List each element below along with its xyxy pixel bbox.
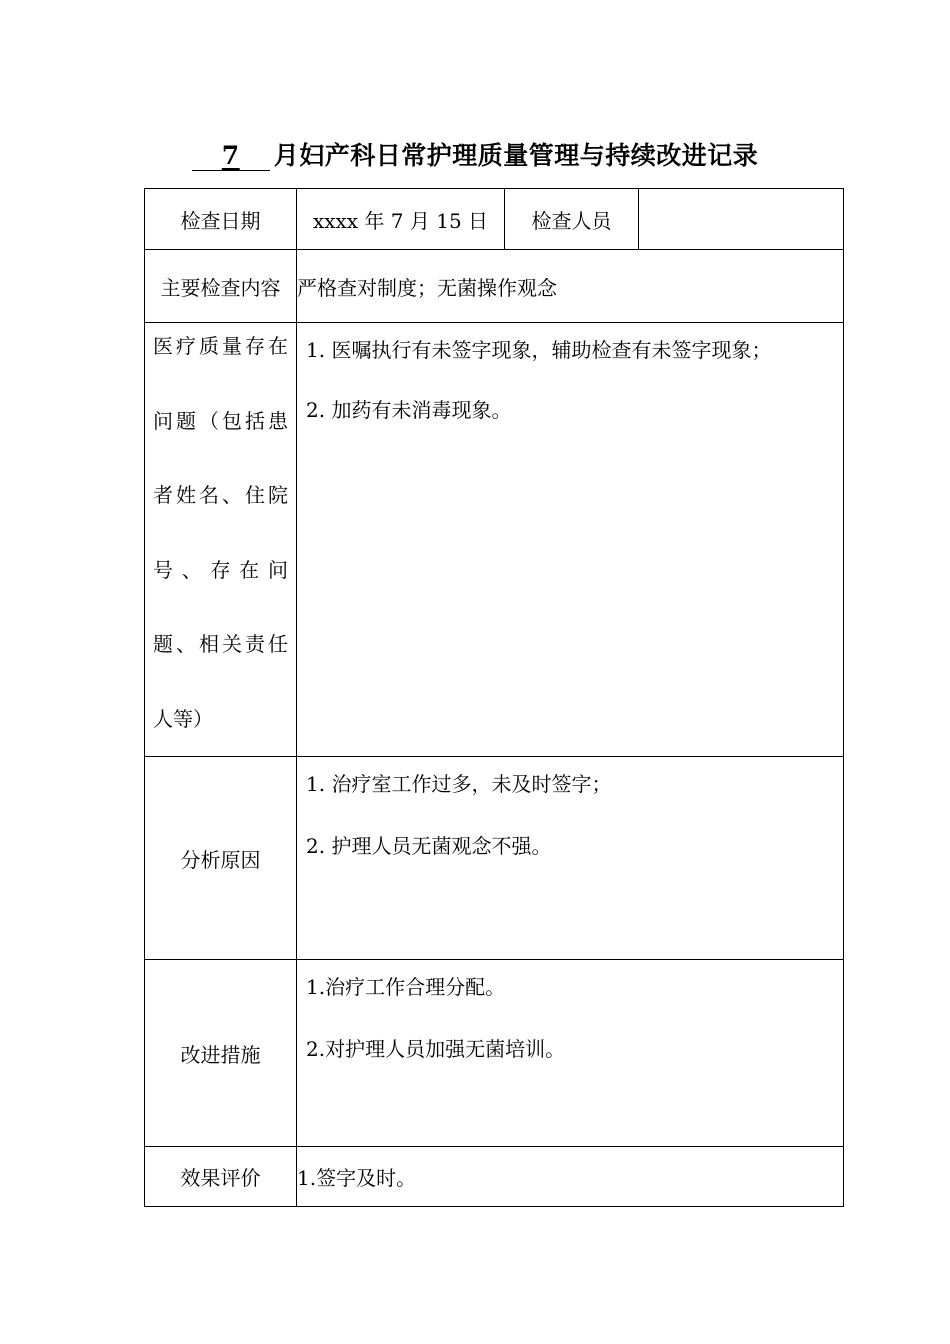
main-content-label: 主要检查内容 [145, 250, 297, 323]
analysis-list [297, 757, 844, 960]
list-item: 2. 护理人员无菌观念不强。 [306, 834, 552, 858]
title-month: 7 [192, 142, 270, 171]
title-text: 月妇产科日常护理质量管理与持续改进记录 [273, 141, 759, 170]
effect-label: 效果评价 [145, 1147, 297, 1207]
problems-list [297, 323, 844, 757]
improvement-label: 改进措施 [145, 960, 297, 1147]
improvement-list [297, 960, 844, 1147]
main-content-value: 严格查对制度；无菌操作观念 [297, 250, 844, 323]
problems-label: 医疗质量存在问题（包括患者姓名、住院号、存在问题、相关责任人等） [145, 323, 297, 757]
table-row [145, 189, 844, 250]
inspector-label: 检查人员 [505, 189, 639, 250]
list-item: 1. 医嘱执行有未签字现象，辅助检查有未签字现象； [306, 338, 772, 362]
table-row [145, 757, 844, 960]
page-title [0, 136, 950, 172]
list-item: 2. 加药有未消毒现象。 [306, 398, 512, 422]
record-table [144, 188, 844, 1207]
analysis-label: 分析原因 [145, 757, 297, 960]
list-item: 1. 治疗室工作过多，未及时签字； [306, 772, 612, 796]
table-row [145, 323, 844, 757]
check-date-label: 检查日期 [145, 189, 297, 250]
effect-value: 1.签字及时。 [297, 1147, 844, 1207]
list-item: 1.治疗工作合理分配。 [306, 975, 506, 999]
table-row [145, 1147, 844, 1207]
list-item: 2.对护理人员加强无菌培训。 [306, 1037, 566, 1061]
inspector-value [639, 189, 844, 250]
check-date-value: xxxx 年 7 月 15 日 [297, 189, 505, 250]
table-row [145, 960, 844, 1147]
